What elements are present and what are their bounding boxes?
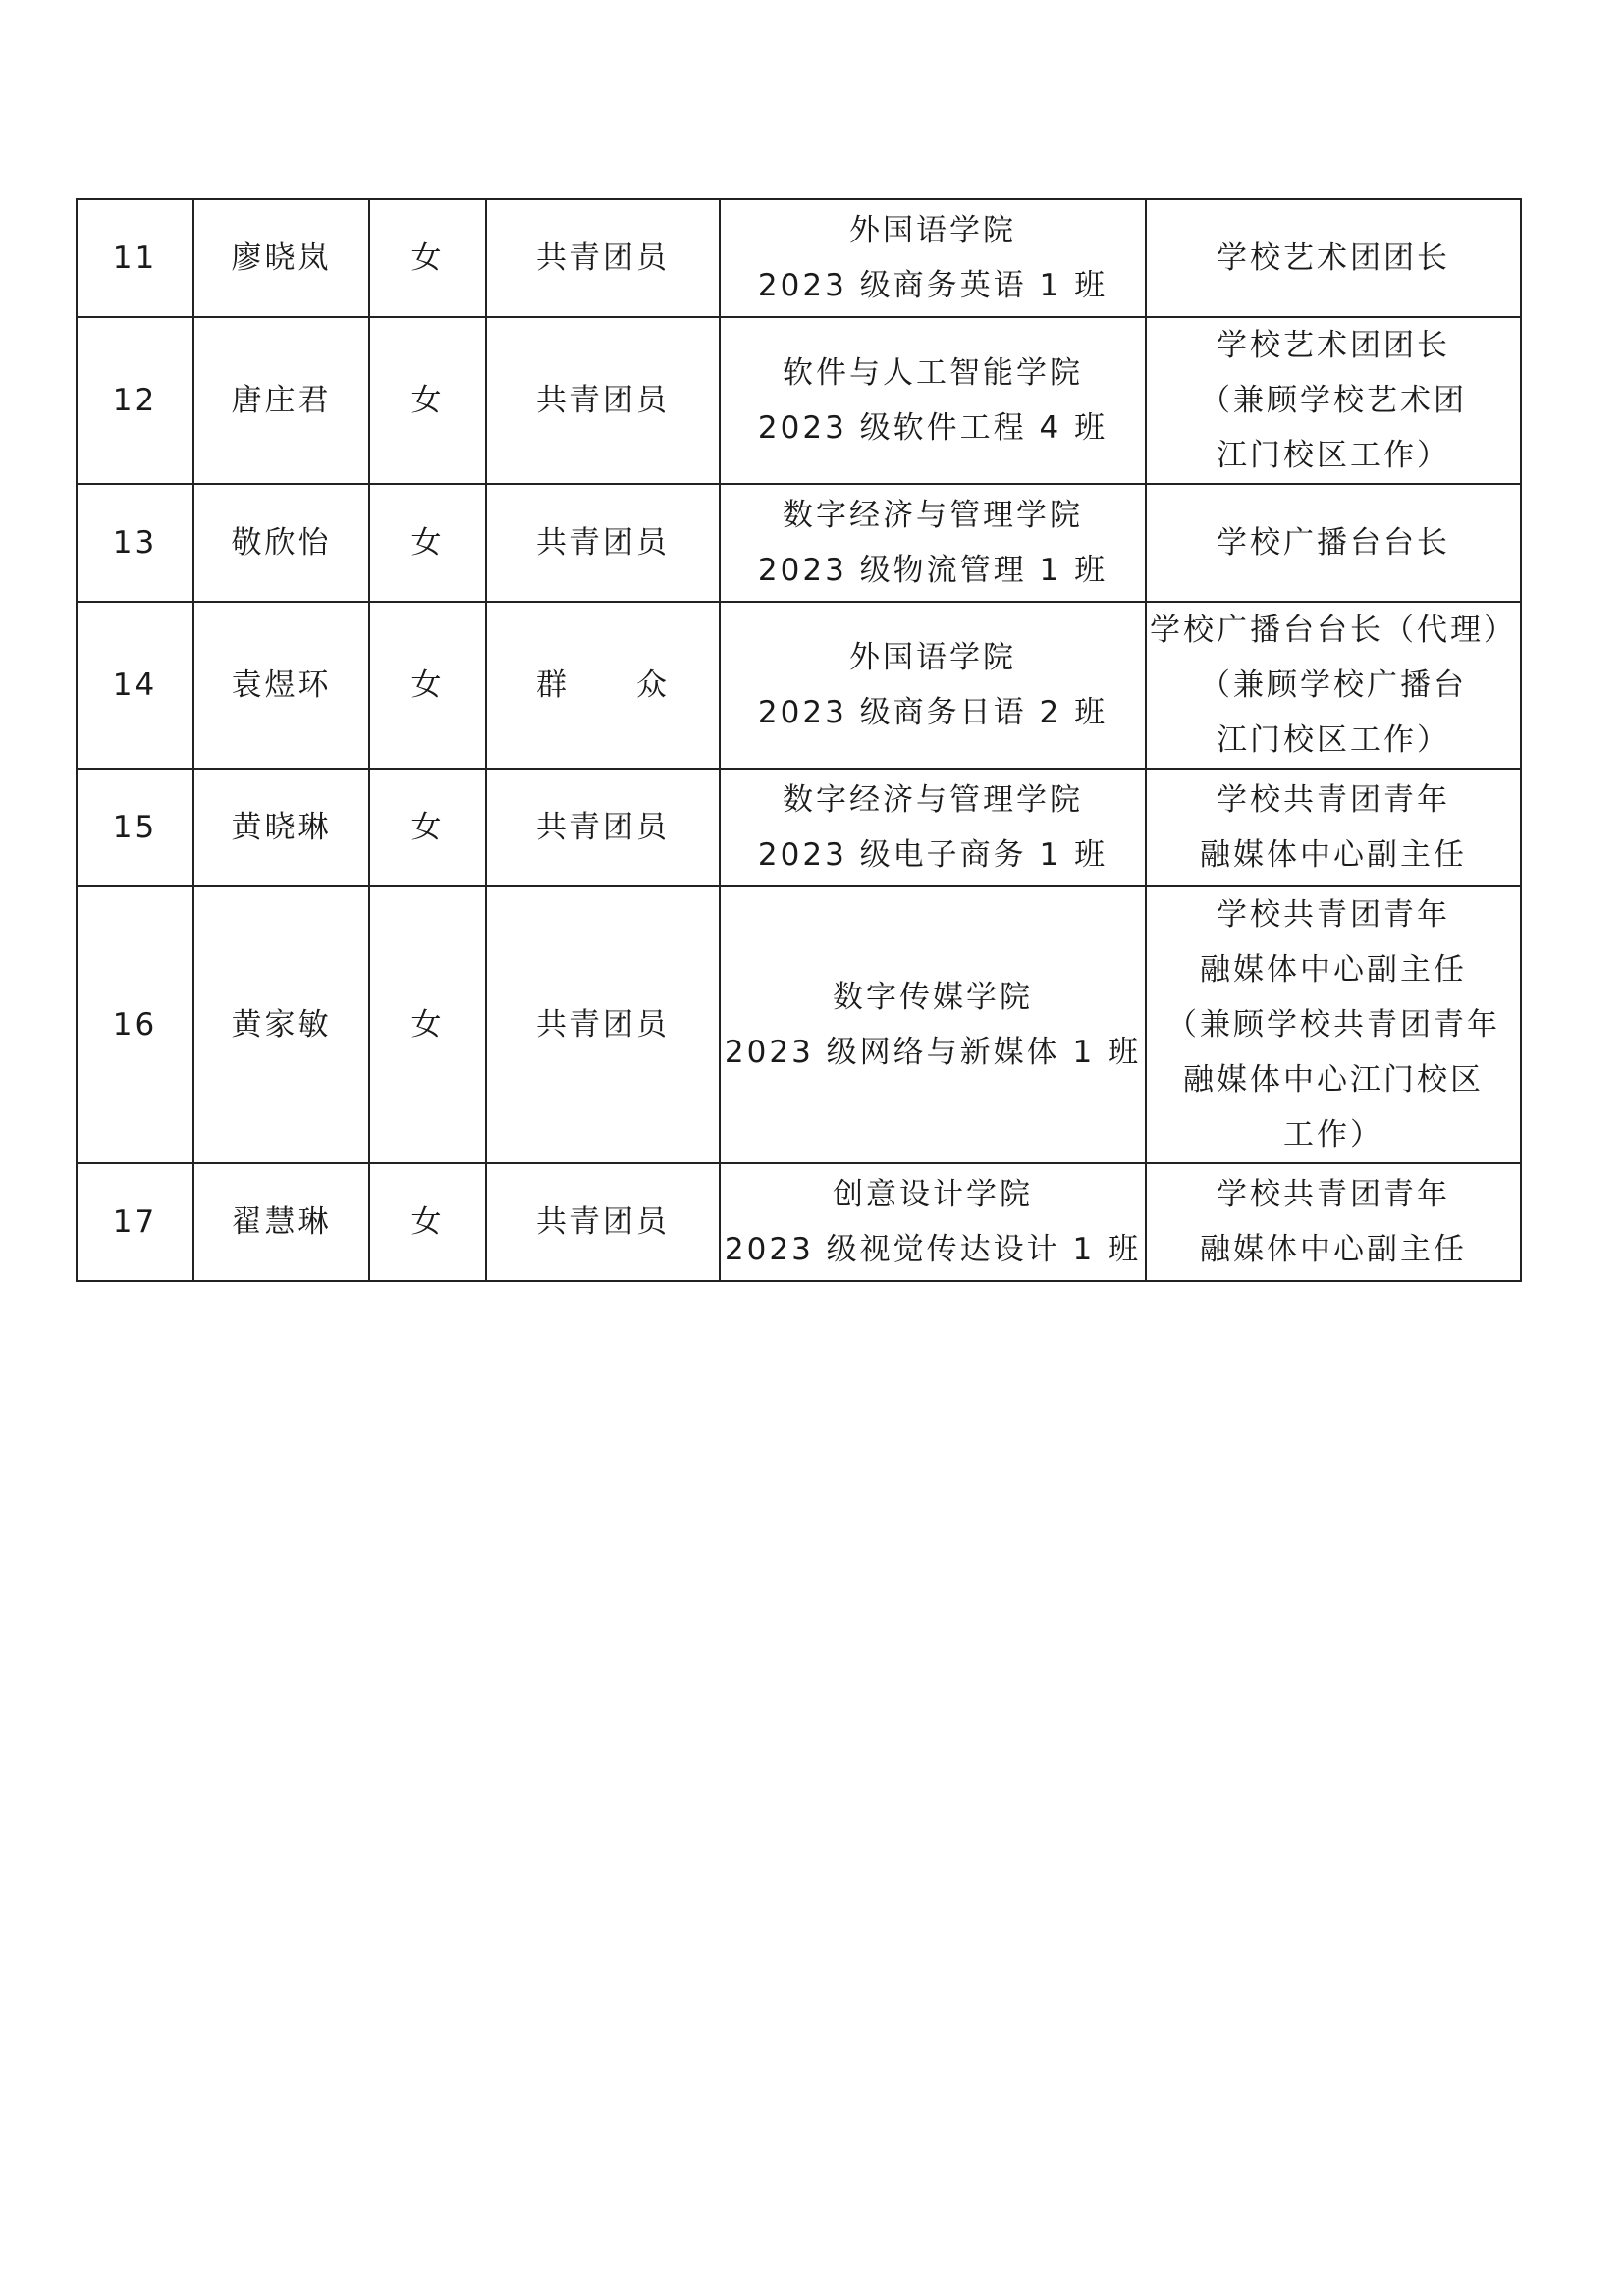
cell-college-class: [720, 1163, 1146, 1281]
college-line: 外国语学院: [849, 213, 1016, 248]
cell-gender: 女: [369, 769, 486, 886]
cell-position: [1146, 484, 1521, 602]
position-line: （兼顾学校艺术团: [1200, 383, 1467, 418]
table-row: [77, 484, 1521, 602]
position-line: 学校广播台台长: [1217, 525, 1450, 561]
college-line: 外国语学院: [849, 640, 1016, 675]
position-line: 工作）: [1283, 1117, 1383, 1152]
class-line: 2023 级电子商务 1 班: [757, 837, 1109, 873]
cell-number: 11: [77, 199, 193, 317]
table-row: [77, 769, 1521, 886]
cell-gender: 女: [369, 484, 486, 602]
cell-political-status: 共青团员: [486, 886, 720, 1163]
cell-political-status: 共青团员: [486, 317, 720, 484]
table-row: [77, 199, 1521, 317]
position-line: 学校共青团青年: [1217, 782, 1450, 818]
cell-position: [1146, 886, 1521, 1163]
cell-position: [1146, 769, 1521, 886]
table-row: [77, 602, 1521, 769]
position-line: 学校艺术团团长: [1217, 328, 1450, 363]
table-row: [77, 1163, 1521, 1281]
cell-name: 黄家敏: [193, 886, 369, 1163]
cell-political-status: 共青团员: [486, 199, 720, 317]
student-roster-table: [76, 198, 1522, 1282]
position-line: 江门校区工作）: [1217, 438, 1450, 473]
position-line: 融媒体中心副主任: [1200, 952, 1467, 988]
position-line: 融媒体中心江门校区: [1183, 1062, 1484, 1097]
college-line: 软件与人工智能学院: [783, 355, 1083, 391]
cell-gender: 女: [369, 199, 486, 317]
cell-number: 13: [77, 484, 193, 602]
cell-gender: 女: [369, 602, 486, 769]
position-line: 学校广播台台长（代理）: [1150, 613, 1517, 648]
cell-name: 唐庄君: [193, 317, 369, 484]
cell-position: [1146, 1163, 1521, 1281]
position-line: 学校艺术团团长: [1217, 240, 1450, 276]
class-line: 2023 级商务日语 2 班: [757, 695, 1109, 730]
cell-college-class: [720, 769, 1146, 886]
cell-number: 16: [77, 886, 193, 1163]
cell-college-class: [720, 317, 1146, 484]
cell-name: 廖晓岚: [193, 199, 369, 317]
college-line: 数字经济与管理学院: [783, 498, 1083, 533]
cell-name: 黄晓琳: [193, 769, 369, 886]
cell-number: 12: [77, 317, 193, 484]
class-line: 2023 级软件工程 4 班: [757, 410, 1109, 446]
cell-name: 袁煜环: [193, 602, 369, 769]
position-line: 融媒体中心副主任: [1200, 837, 1467, 873]
college-line: 创意设计学院: [833, 1177, 1033, 1212]
cell-position: [1146, 602, 1521, 769]
cell-college-class: [720, 484, 1146, 602]
position-line: （兼顾学校共青团青年: [1166, 1007, 1500, 1042]
class-line: 2023 级商务英语 1 班: [757, 268, 1109, 303]
cell-gender: 女: [369, 1163, 486, 1281]
cell-college-class: [720, 886, 1146, 1163]
cell-number: 17: [77, 1163, 193, 1281]
class-line: 2023 级物流管理 1 班: [757, 553, 1109, 588]
cell-position: [1146, 317, 1521, 484]
cell-gender: 女: [369, 886, 486, 1163]
cell-position: [1146, 199, 1521, 317]
cell-name: 翟慧琳: [193, 1163, 369, 1281]
cell-college-class: [720, 602, 1146, 769]
cell-political-status: 群 众: [486, 602, 720, 769]
cell-political-status: 共青团员: [486, 769, 720, 886]
position-line: 江门校区工作）: [1217, 722, 1450, 758]
position-line: （兼顾学校广播台: [1200, 667, 1467, 703]
table-row: [77, 886, 1521, 1163]
college-line: 数字经济与管理学院: [783, 782, 1083, 818]
position-line: 学校共青团青年: [1217, 897, 1450, 933]
college-line: 数字传媒学院: [833, 980, 1033, 1015]
table-row: [77, 317, 1521, 484]
cell-number: 14: [77, 602, 193, 769]
cell-political-status: 共青团员: [486, 1163, 720, 1281]
class-line: 2023 级视觉传达设计 1 班: [724, 1232, 1142, 1267]
cell-number: 15: [77, 769, 193, 886]
position-line: 融媒体中心副主任: [1200, 1232, 1467, 1267]
class-line: 2023 级网络与新媒体 1 班: [724, 1035, 1142, 1070]
cell-college-class: [720, 199, 1146, 317]
cell-gender: 女: [369, 317, 486, 484]
position-line: 学校共青团青年: [1217, 1177, 1450, 1212]
cell-political-status: 共青团员: [486, 484, 720, 602]
cell-name: 敬欣怡: [193, 484, 369, 602]
